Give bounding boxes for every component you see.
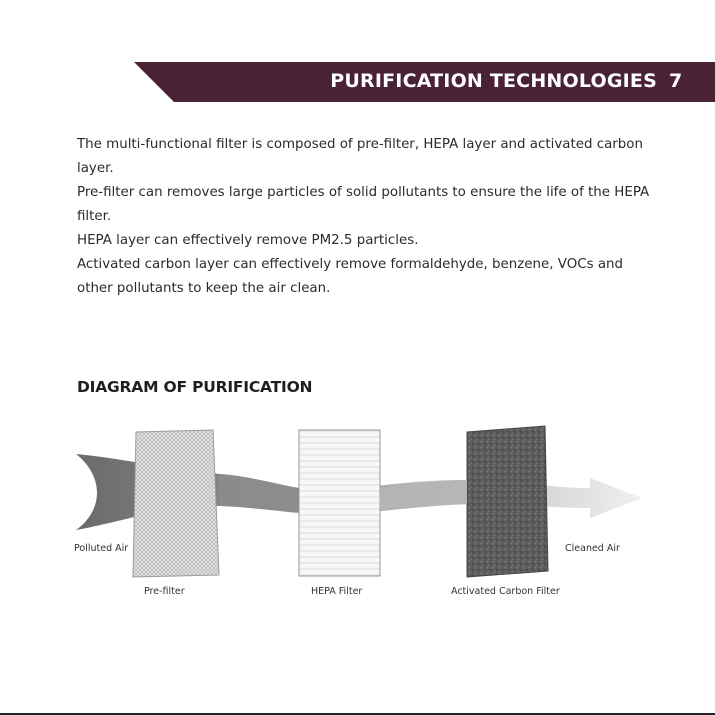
diagram-heading: DIAGRAM OF PURIFICATION: [77, 378, 313, 396]
hepa-filter-panel: [299, 430, 380, 576]
intro-text: [77, 133, 652, 301]
intro-paragraph: Activated carbon layer can effectively remove formaldehyde, benzene, VOCs and other pollutants to keep the air clean.: [77, 257, 624, 296]
carbon-filter-label: Activated Carbon Filter: [451, 586, 560, 597]
cleaned-air-label: Cleaned Air: [565, 543, 620, 554]
purification-diagram: [0, 410, 715, 610]
page-title: PURIFICATION TECHNOLOGIES: [330, 70, 657, 92]
intro-paragraph: HEPA layer can effectively remove PM2.5 particles.: [77, 233, 419, 248]
carbon-filter-panel: [467, 426, 548, 577]
polluted-air-label: Polluted Air: [74, 543, 129, 554]
header-banner: [134, 62, 715, 102]
page-number: 7: [669, 70, 683, 92]
pre-filter-panel: [133, 430, 219, 577]
intro-paragraph: The multi-functional filter is composed of pre-filter, HEPA layer and activated carbon layer.: [77, 137, 643, 176]
pre-filter-label: Pre-filter: [144, 586, 185, 597]
hepa-filter-label: HEPA Filter: [311, 586, 363, 597]
intro-paragraph: Pre-filter can removes large particles of solid pollutants to ensure the life of the HEPA filter.: [77, 185, 650, 224]
